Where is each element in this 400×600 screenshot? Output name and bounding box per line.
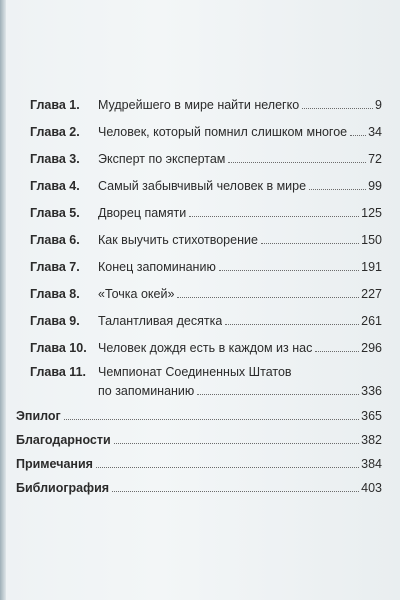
toc-row-notes <box>16 452 382 472</box>
chapter-title: Как выучить стихотворение <box>98 233 258 247</box>
leader-dots <box>177 297 359 298</box>
leader-dots <box>315 351 359 352</box>
leader-dots <box>225 324 359 325</box>
chapter-page-number: 34 <box>368 125 382 139</box>
toc-row-chapter-2 <box>30 120 382 140</box>
toc-row-chapter-8 <box>30 282 382 302</box>
chapter-label: Глава 9. <box>30 314 80 328</box>
chapter-title-line1: Чемпионат Соединенных Штатов <box>98 365 292 379</box>
leader-dots <box>64 419 359 420</box>
chapter-title: Конец запоминанию <box>98 260 216 274</box>
toc-row-chapter-7 <box>30 255 382 275</box>
chapter-page-number: 261 <box>361 314 382 328</box>
section-page-number: 365 <box>361 409 382 423</box>
chapter-label: Глава 4. <box>30 179 80 193</box>
leader-dots <box>302 108 373 109</box>
leader-dots <box>197 394 359 395</box>
chapter-title: Человек, который помнил слишком многое <box>98 125 348 139</box>
chapter-page-number: 296 <box>361 341 382 355</box>
toc-row-epilogue <box>16 404 382 424</box>
leader-dots <box>350 135 366 136</box>
chapter-title: Мудрейшего в мире найти нелегко <box>98 98 300 112</box>
section-page-number: 382 <box>361 433 382 447</box>
toc-row-chapter-11 <box>30 364 382 399</box>
toc-row-chapter-1 <box>30 93 382 113</box>
chapter-title: Самый забывчивый человек в мире <box>98 179 307 193</box>
chapter-title-line2: по запоминанию <box>98 384 195 398</box>
leader-dots <box>96 467 359 468</box>
leader-dots <box>309 189 366 190</box>
leader-dots <box>228 162 366 163</box>
chapter-label: Глава 3. <box>30 152 80 166</box>
chapter-label: Глава 10. <box>30 341 87 355</box>
chapter-label: Глава 5. <box>30 206 80 220</box>
section-page-number: 384 <box>361 457 382 471</box>
chapter-page-number: 99 <box>368 179 382 193</box>
chapter-label: Глава 11. <box>30 365 86 379</box>
leader-dots <box>114 443 359 444</box>
chapter-page-number: 72 <box>368 152 382 166</box>
section-page-number: 403 <box>361 481 382 495</box>
chapter-page-number: 227 <box>361 287 382 301</box>
page-edge-shadow <box>0 0 6 600</box>
toc-row-chapter-10 <box>30 336 382 356</box>
chapter-page-number: 150 <box>361 233 382 247</box>
chapter-label: Глава 2. <box>30 125 80 139</box>
toc-row-chapter-9 <box>30 309 382 329</box>
section-label: Библиография <box>16 481 110 495</box>
section-label: Примечания <box>16 457 93 471</box>
toc-row-chapter-6 <box>30 228 382 248</box>
toc-row-chapter-5 <box>30 201 382 221</box>
leader-dots <box>189 216 359 217</box>
chapter-label: Глава 1. <box>30 98 80 112</box>
toc-row-acknowledgements <box>16 428 382 448</box>
leader-dots <box>219 270 359 271</box>
chapter-page-number: 191 <box>361 260 382 274</box>
chapter-title: «Точка окей» <box>98 287 175 301</box>
leader-dots <box>112 491 359 492</box>
chapter-title: Дворец памяти <box>98 206 187 220</box>
leader-dots <box>261 243 359 244</box>
chapter-page-number: 125 <box>361 206 382 220</box>
section-label: Эпилог <box>16 409 61 423</box>
toc-row-chapter-4 <box>30 174 382 194</box>
toc-row-bibliography <box>16 476 382 496</box>
chapter-title: Эксперт по экспертам <box>98 152 226 166</box>
chapter-page-number: 336 <box>361 384 382 398</box>
chapter-label: Глава 6. <box>30 233 80 247</box>
chapter-label: Глава 8. <box>30 287 80 301</box>
chapter-title: Талантливая десятка <box>98 314 223 328</box>
chapter-page-number: 9 <box>375 98 382 112</box>
chapter-label: Глава 7. <box>30 260 80 274</box>
chapter-title: Человек дождя есть в каждом из нас <box>98 341 313 355</box>
toc-row-chapter-3 <box>30 147 382 167</box>
section-label: Благодарности <box>16 433 111 447</box>
